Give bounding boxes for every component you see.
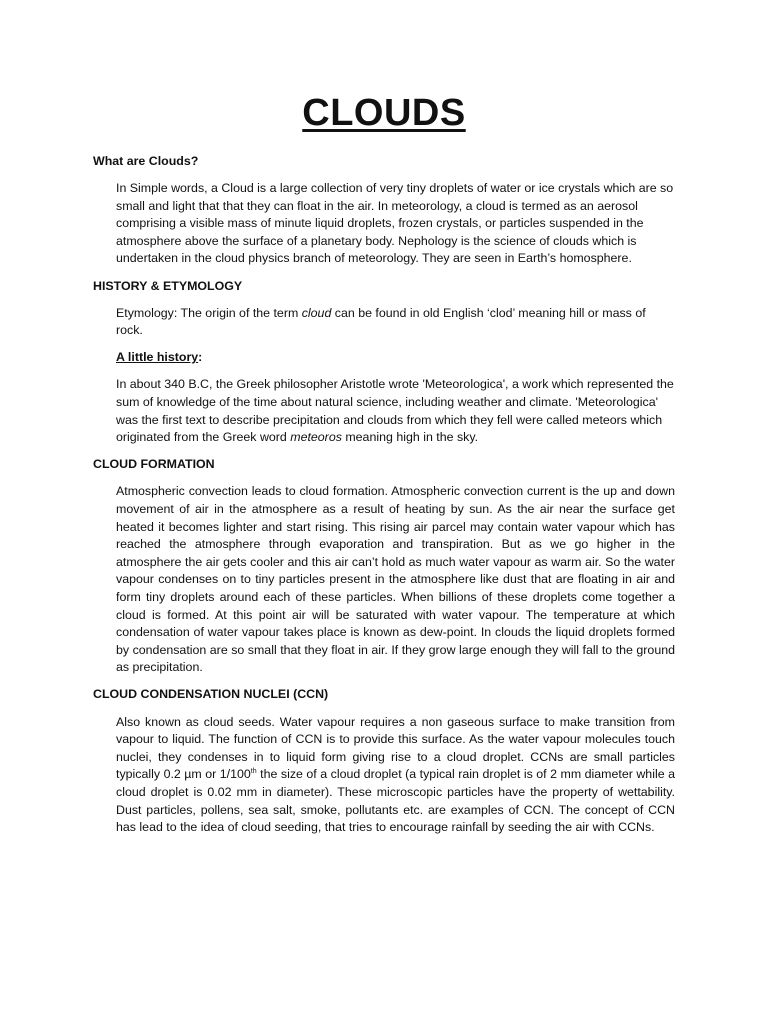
paragraph-cloud-formation: Atmospheric convection leads to cloud formation. Atmospheric convection current is the up and down movement of air in the atmosphere as a result of heating by sun. As the air near the surface get heated it becomes lighter and start rising. This rising air parcel may contain water vapour which has reached the atmosphere through evaporation and transpiration. But as we go higher in the atmosphere the air gets cooler and this air can’t hold as much water vapour as warm air. So the water vapour condenses on to tiny particles present in the atmosphere like dust that are floating in air and form tiny droplets around each of these particles. When billions of these droplets come together a cloud is formed. At this point air will be saturated with water vapour. The temperature at which condensation of water vapour takes place is known as dew-point. In clouds the liquid droplets formed by condensation are so small that they float in air. If they grow large enough they will fall to the ground as precipitation. bbox=[116, 484, 675, 675]
etymology-text-a: Etymology: The origin of the term bbox=[116, 305, 302, 320]
subheading-little-history bbox=[116, 349, 675, 367]
etymology-text-b: can be found in old English ‘clod’ meaning hill or mass of rock. bbox=[116, 305, 646, 338]
paragraph-etymology bbox=[116, 305, 675, 340]
page-title: CLOUDS bbox=[302, 92, 466, 134]
paragraph-history bbox=[116, 376, 675, 446]
subheading-colon: : bbox=[198, 350, 203, 365]
paragraph-ccn bbox=[116, 714, 675, 837]
heading-ccn: CLOUD CONDENSATION NUCLEI (CCN) bbox=[93, 687, 329, 702]
history-text-b: meaning high in the sky. bbox=[341, 430, 479, 445]
history-term: meteoros bbox=[290, 430, 342, 445]
ccn-text-b: the size of a cloud droplet (a typical rain droplet is of 2 mm diameter while a cloud droplet is 0.02 mm in diameter). These microscopic particles have the property of wettability. Dust particles, pollens, sea salt, smoke, pollutants etc. are examples of CCN. The concept of CCN has lead to the idea of cloud seeding, that tries to encourage rainfall by seeding the air with CCNs. bbox=[116, 767, 675, 835]
etymology-term: cloud bbox=[301, 305, 332, 320]
paragraph-definition: In Simple words, a Cloud is a large collection of very tiny droplets of water or ice crystals which are so small and light that that they can float in the air. In meteorology, a cloud is termed as an aerosol comprising a visible mass of minute liquid droplets, frozen crystals, or particles suspended in the atmosphere above the surface of a planetary body. Nephology is the science of clouds which is undertaken in the cloud physics branch of meteorology. They are seen in Earth’s homosphere. bbox=[116, 181, 674, 266]
heading-cloud-formation: CLOUD FORMATION bbox=[93, 457, 215, 472]
ccn-superscript: th bbox=[250, 768, 257, 776]
document-body bbox=[93, 153, 675, 837]
heading-what-are-clouds: What are Clouds? bbox=[93, 154, 199, 168]
heading-history-etymology: HISTORY & ETYMOLOGY bbox=[93, 278, 243, 293]
ccn-text-a: Also known as cloud seeds. Water vapour requires a non gaseous surface to make transition from vapour to liquid. The function of CCN is to provide this surface. As the water vapour molecules touch nuclei, they condenses in to liquid form giving rise to a cloud droplet. CCNs are small particles typically 0.2 µm or 1/100 bbox=[116, 714, 675, 782]
subheading-label: A little history bbox=[116, 350, 199, 365]
history-text-a: In about 340 B.C, the Greek philosopher Aristotle wrote 'Meteorologica', a work which represented the sum of knowledge of the time about natural science, including weather and climate. 'Meteorologica' was the first text to describe precipitation and clouds from which they fell were called meteors which originated from the Greek word bbox=[116, 377, 674, 445]
